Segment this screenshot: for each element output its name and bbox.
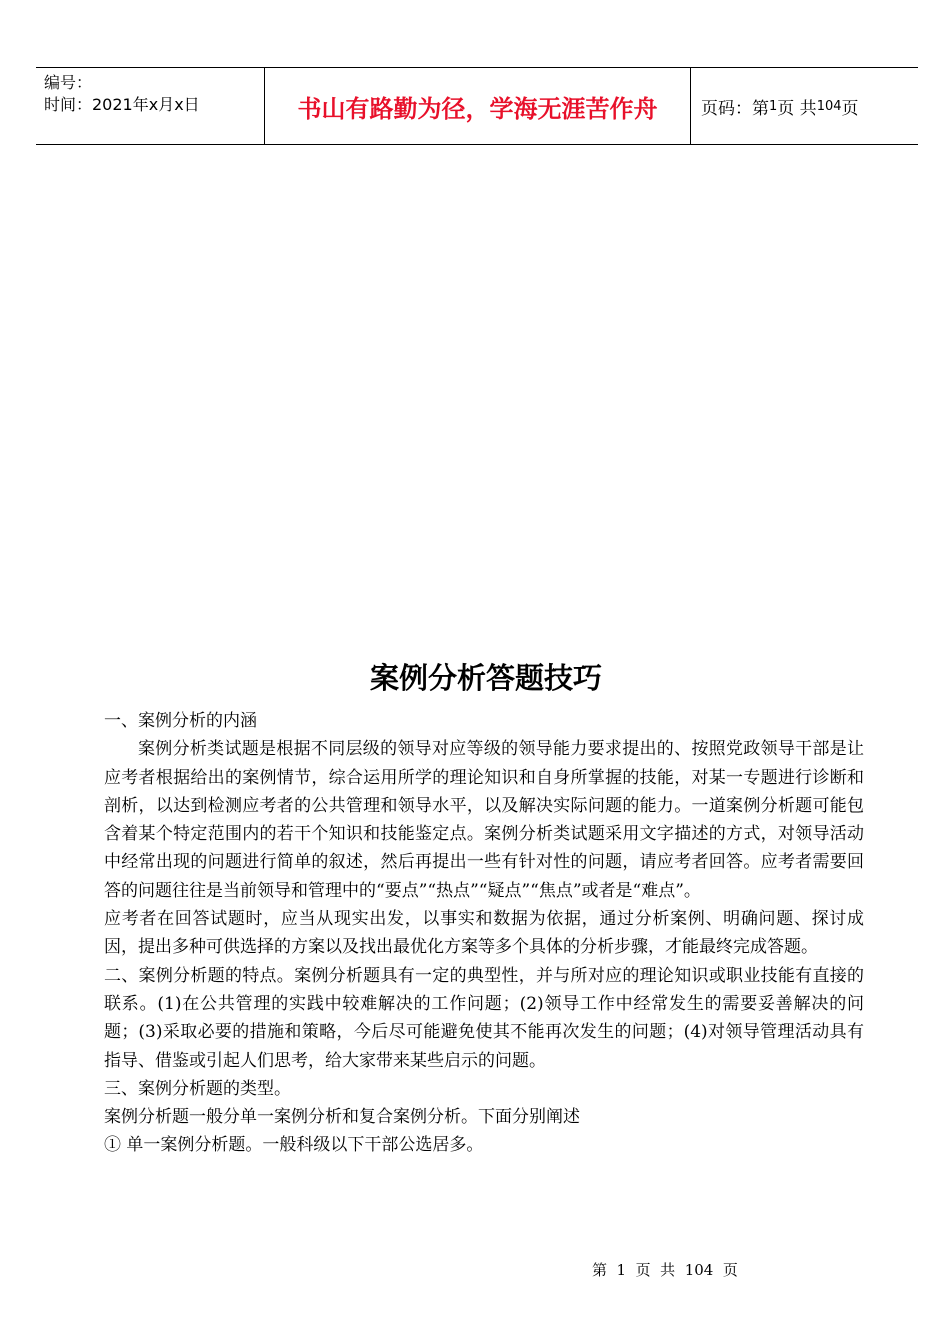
paragraph-types: 案例分析题一般分单一案例分析和复合案例分析。下面分别阐述 xyxy=(104,1107,580,1128)
page-footer: 第 1 页 共 104 页 xyxy=(592,1261,738,1279)
document-body xyxy=(104,707,864,1160)
header-table xyxy=(36,67,918,145)
document-title: 案例分析答题技巧 xyxy=(369,661,602,695)
motto-text: 书山有路勤为径，学海无涯苦作舟 xyxy=(297,94,658,123)
page-current: 1 xyxy=(769,98,778,114)
page-prefix: 页码：第 xyxy=(701,98,769,119)
number-label: 编号： xyxy=(44,73,93,92)
time-label: 时间：2021年x月x日 xyxy=(44,95,200,114)
paragraph-features: 二、案例分析题的特点。案例分析题具有一定的典型性，并与所对应的理论知识或职业技能有直接的联系。(1)在公共管理的实践中较难解决的工作问题；(2)领导工作中经常发生的需要妥善解决的问题；(3)采取必要的措施和策略，今后尽可能避免使其不能再次发生的问题；(4)对领导管理活动具有指导、借鉴或引起人们思考，给大家带来某些启示的问题。 xyxy=(104,965,864,1071)
paragraph-single-case: ① 单一案例分析题。一般科级以下干部公选居多。 xyxy=(104,1135,484,1156)
page-mid: 页 共 xyxy=(777,98,817,119)
page-total: 104 xyxy=(816,98,842,114)
page-suffix: 页 xyxy=(841,98,859,119)
header-page-cell xyxy=(691,68,918,144)
paragraph-definition: 案例分析类试题是根据不同层级的领导对应等级的领导能力要求提出的、按照党政领导干部是让应考者根据给出的案例情节，综合运用所学的理论知识和自身所掌握的技能，对某一专题进行诊断和剖析，以达到检测应考者的公共管理和领导水平，以及解决实际问题的能力。一道案例分析题可能包含着某个特定范围内的若干个知识和技能鉴定点。案例分析类试题采用文字描述的方式，对领导活动中经常出现的问题进行简单的叙述，然后再提出一些有针对性的问题，请应考者回答。应考者需要回答的问题往往是当前领导和管理中的“要点”“热点”“疑点”“焦点”或者是“难点”。 xyxy=(104,739,864,901)
header-meta-cell xyxy=(36,68,264,144)
paragraph-answering: 应考者在回答试题时，应当从现实出发，以事实和数据为依据，通过分析案例、明确问题、探讨成因，提出多种可供选择的方案以及找出最优化方案等多个具体的分析步骤，才能最终完成答题。 xyxy=(104,909,864,958)
header-motto-cell xyxy=(264,68,691,144)
section-heading-1: 一、案例分析的内涵 xyxy=(104,711,257,731)
section-heading-3: 三、案例分析题的类型。 xyxy=(104,1078,291,1099)
